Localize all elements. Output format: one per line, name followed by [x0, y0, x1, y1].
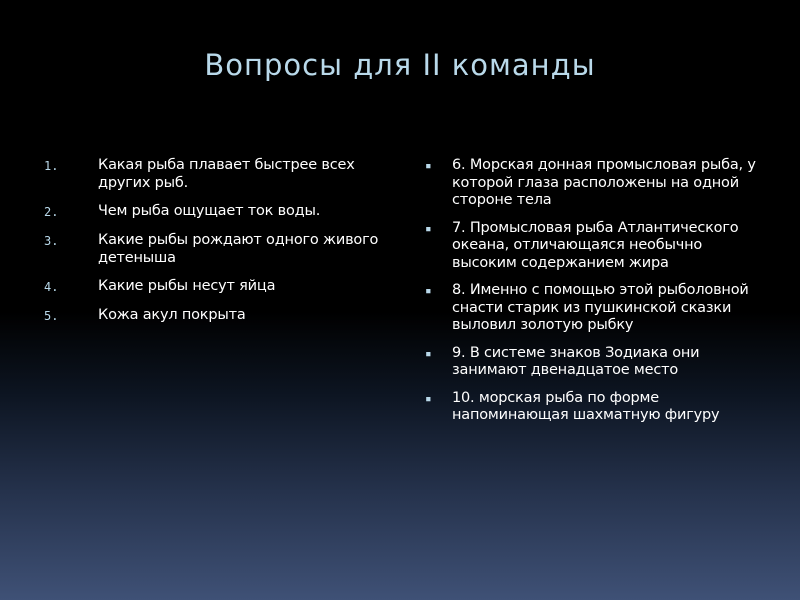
list-item	[424, 157, 764, 210]
question-text: 7. Промысловая рыба Атлантического океана, отличающаяся необычно высоким содержанием жира	[452, 219, 739, 271]
list-item	[44, 232, 384, 267]
list-item	[424, 345, 764, 380]
list-number: 4.	[44, 280, 59, 294]
list-number: 5.	[44, 309, 59, 323]
bullet-square-icon: ▪	[425, 159, 432, 172]
list-item	[424, 220, 764, 273]
bullet-square-icon: ▪	[425, 284, 432, 297]
question-text: Чем рыба ощущает ток воды.	[98, 203, 321, 219]
question-text: 9. В системе знаков Зодиака они занимают двенадцатое место	[452, 344, 700, 378]
list-item	[44, 278, 384, 296]
question-text: Какая рыба плавает быстрее всех других рыб.	[98, 157, 355, 191]
list-number: 3.	[44, 234, 59, 248]
list-item	[44, 203, 384, 221]
question-text: Кожа акул покрыта	[98, 307, 246, 323]
bullet-square-icon: ▪	[425, 346, 432, 360]
list-item	[44, 307, 384, 325]
question-text: Какие рыбы рождают одного живого детеныша	[98, 232, 379, 266]
question-text: 6. Морская донная промысловая рыба, у которой глаза расположены на одной стороне тела	[452, 157, 756, 208]
list-item	[424, 390, 764, 425]
left-question-list	[44, 157, 384, 336]
right-question-list	[424, 157, 764, 435]
list-item	[44, 157, 384, 192]
question-text: 8. Именно с помощью этой рыболовной снасти старик из пушкинской сказки выловил золотую рыбку	[452, 282, 749, 333]
question-text: 10. морская рыба по форме напоминающая шахматную фигуру	[452, 389, 720, 423]
bullet-square-icon: ▪	[425, 221, 432, 235]
question-text: Какие рыбы несут яйца	[98, 278, 276, 294]
list-number: 1.	[44, 159, 59, 173]
list-number: 2.	[44, 205, 59, 219]
list-item	[424, 282, 764, 335]
bullet-square-icon: ▪	[425, 391, 432, 405]
slide-title: Вопросы для II команды	[204, 48, 596, 82]
